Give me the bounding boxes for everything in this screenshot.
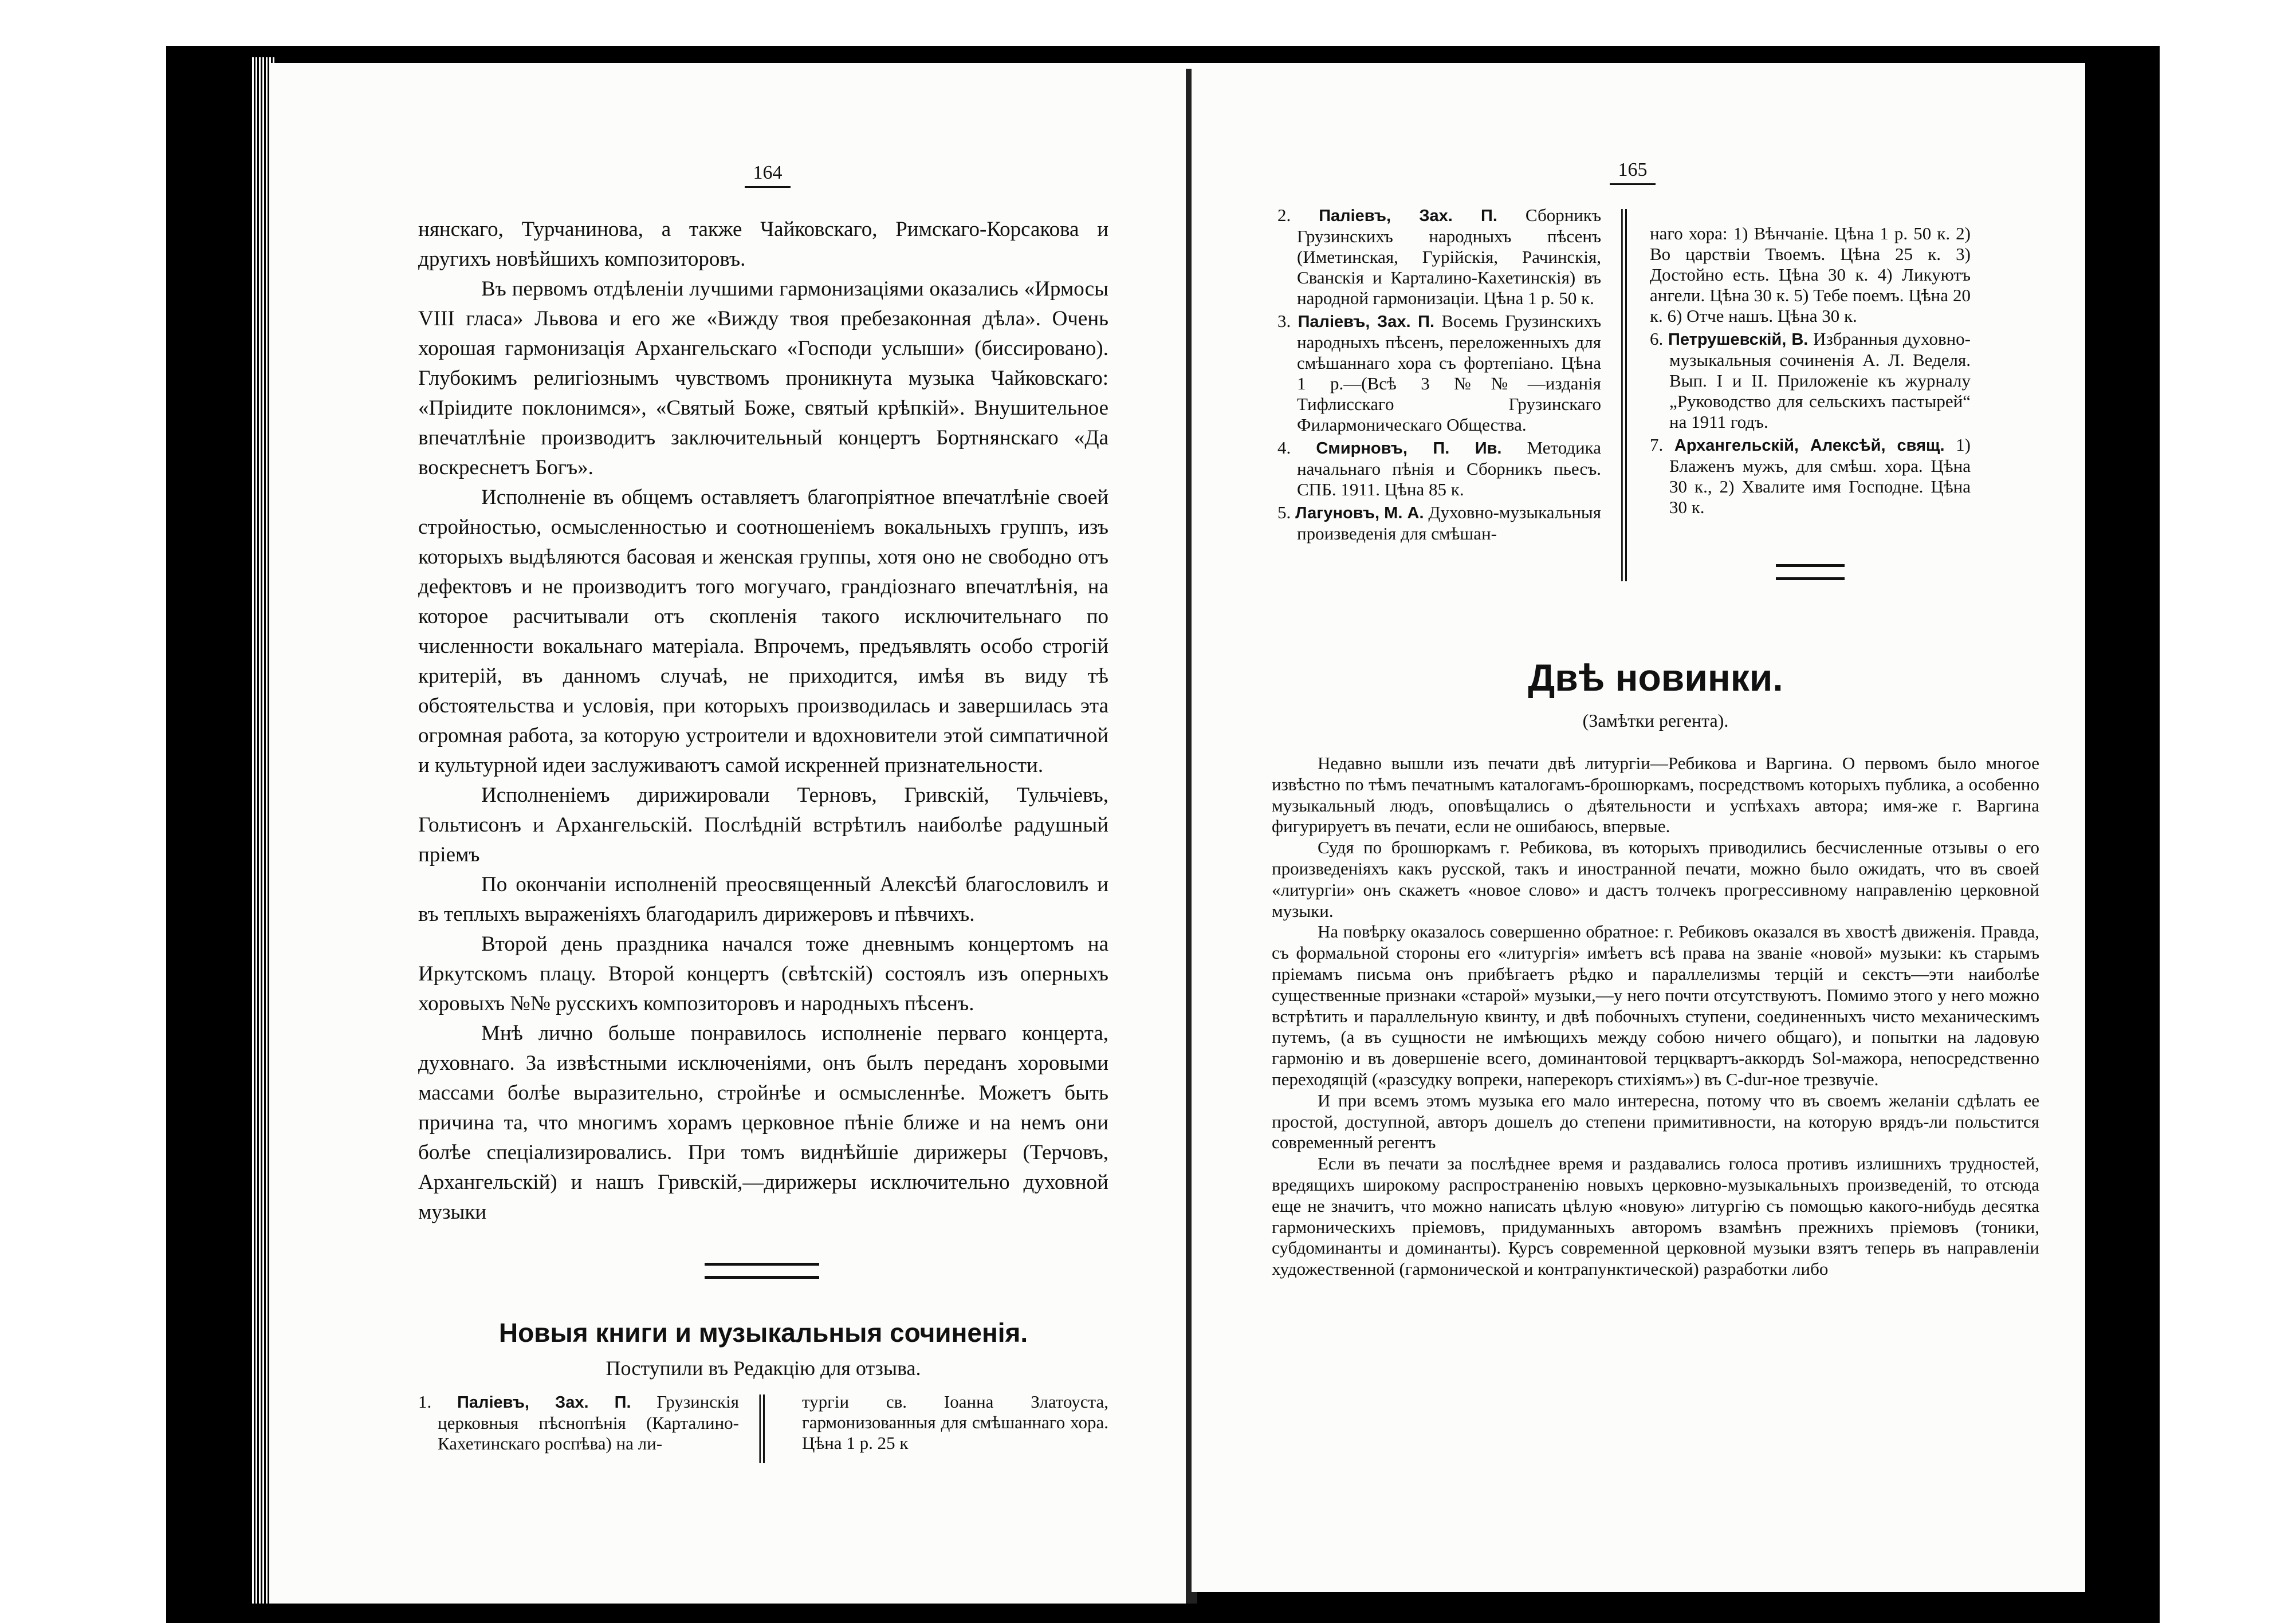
book-list-column-2 (802, 1392, 1108, 1456)
page-number-left: 164 (733, 162, 802, 188)
paragraph: На повѣрку оказалось совершенно обратное: г. Ребиковъ оказался въ хвостѣ движенія. Правда, съ формальной стороны его «литургія» имѣетъ всѣ права на званіе «новой» музыки: къ старымъ пріемамъ письма онъ прибѣгаетъ рѣдко и параллелизмы терцій и секстъ—эти наиболѣе существенные признаки «старой» музыки,—у него почти отсутствуютъ. Помимо этого у него можно встрѣтить и параллельную квинту, и двѣ побочныхъ ступени, соединенныхъ чисто механическимъ путемъ, (а въ сущности не имѣющихъ между собою ничего общаго), и попытки на ладовую гармонію и въ довершеніе всего, доминантовой терцквартъ-аккордъ Sol-мажора, непосредственно переходящій («разсудку вопреки, наперекоръ стихіямъ») въ C-dur-ное трезвучіе. (1272, 921, 2039, 1089)
list-item: 6. Петрушевскій, В. Избранныя духовно-музыкальныя сочиненія А. Л. Веделя. Вып. I и II. Приложеніе къ журналу „Руководство для сельскихъ пастырей“ на 1911 годъ. (1650, 329, 1971, 432)
paragraph: По окончаніи исполненій преосвященный Алексѣй благословилъ и въ теплыхъ выраженіяхъ благодарилъ дирижеровъ и пѣвчихъ. (418, 873, 1108, 926)
article-title: Двѣ новинки. (1528, 656, 1783, 699)
section-subtitle: Поступили въ Редакцію для отзыва. (606, 1357, 921, 1380)
paragraph: Судя по брошюркамъ г. Ребикова, въ которыхъ приводились бесчисленные отзывы о его произведеніяхъ какъ русской, такъ и иностранной печати, можно было ожидать, что въ своей «литургіи» онъ скажетъ «новое слово» и дастъ толчекъ прогрессивному направленію церковной музыки. (1272, 837, 2039, 921)
list-item-continuation: наго хора: 1) Вѣнчаніе. Цѣна 1 р. 50 к. 2) Во царствіи Твоемъ. Цѣна 25 к. 3) Достойно есть. Цѣна 30 к. 4) Ликуютъ ангели. Цѣна 30 к. 5) Тебе поемъ. Цѣна 20 к. 6) Отче нашъ. Цѣна 30 к. (1650, 223, 1971, 326)
list-item-author: Архангельскій, Алексѣй, свящ. (1674, 436, 1945, 455)
paragraph: Исполненіе въ общемъ оставляетъ благопріятное впечатлѣніе своей стройностью, осмысленностью и соотношеніемъ вокальныхъ группъ, изъ которыхъ выдѣляются басовая и женская группы, хотя оно не свободно отъ дефектовъ и не производитъ того могучаго, грандіознаго впечатлѣнія, на которое расчитывали отъ скопленія такого исключительнаго по численности вокальнаго матеріала. Впрочемъ, предъявлять особо строгій критерій, въ данномъ случаѣ, не приходится, имѣя въ виду тѣ обстоятельства и условія, при которыхъ производилась и завершилась эта огромная работа, за которую устроители и вдохновители этой симпатичной и культурной идеи заслуживаютъ самой искренней признательности. (418, 486, 1108, 777)
book-list-column-4 (1650, 223, 1971, 520)
paragraph: Если въ печати за послѣднее время и раздавались голоса противъ излишнихъ трудностей, вредящихъ широкому распространенію новыхъ церковно-музыкальныхъ произведеній, то отсюда еще не значитъ, что можно написать цѣлую «новую» литургію съ помощью какого-нибудь десятка гармоническихъ пріемовъ, придуманныхъ авторомъ взамѣнъ прежнихъ пріемовъ (тоники, субдоминанты и доминанты). Курсъ современной церковной музыки взятъ теперь въ направленіи художественной (гармонической и контрапунктической) разработки либо (1272, 1153, 2039, 1279)
list-item: 5. Лагуновъ, М. А. Духовно-музыкальныя произведенія для смѣшан- (1277, 502, 1602, 543)
book-list-column-1 (418, 1392, 739, 1456)
section-separator (705, 1263, 819, 1279)
left-page-body (418, 215, 1108, 1227)
list-item: 1. Паліевъ, Зах. П. Грузинскія церковныя пѣснопѣнія (Карталино-Кахетинскаго роспѣва) на ли- (418, 1392, 739, 1453)
paragraph: И при всемъ этомъ музыка его мало интересна, потому что въ своемъ желаніи сдѣлать ее простой, доступной, авторъ дошелъ до степени примитивности, на которую врядъ-ли польстится современный регентъ (1272, 1090, 2039, 1153)
paragraph: нянскаго, Турчанинова, а также Чайковскаго, Римскаго-Корсакова и другихъ новѣйшихъ композиторовъ. (418, 218, 1108, 271)
list-item: 4. Смирновъ, П. Ив. Методика начальнаго пѣнія и Сборникъ пьесъ. СПБ. 1911. Цѣна 85 к. (1277, 438, 1602, 499)
section-title: Новыя книги и музыкальныя сочиненія. (498, 1318, 1028, 1348)
list-item-author: Паліевъ, Зах. П. (1298, 313, 1435, 331)
paragraph: Мнѣ лично больше понравилось исполненіе перваго концерта, духовнаго. За извѣстными исключеніями, онъ былъ переданъ хоровыми массами болѣе выразительно, стройнѣе и осмысленнѣе. Можетъ быть причина та, что многимъ хорамъ церковное пѣніе ближе и на немъ они болѣе спеціализировались. При томъ виднѣйшіе дирижеры (Терчовъ, Архангельскій) и нашъ Гривскій,—дирижеры исключительно духовной музыки (418, 1022, 1108, 1224)
list-item: 3. Паліевъ, Зах. П. Восемь Грузинскихъ народныхъ пѣсенъ, переложенныхъ для смѣшаннаго хора съ фортепіано. Цѣна 1 р.—(Всѣ 3 №№—изданія Тифлисскаго Грузинскаго Филармоническаго Общества. (1277, 311, 1602, 435)
list-item-author: Лагуновъ, М. А. (1295, 504, 1424, 522)
page-number-right: 165 (1598, 159, 1667, 185)
list-item-author: Паліевъ, Зах. П. (1319, 207, 1497, 225)
paragraph: Недавно вышли изъ печати двѣ литургіи—Ребикова и Варгина. О первомъ было многое извѣстно по тѣмъ печатнымъ каталогамъ-брошюркамъ, посредствомъ которыхъ публика, а особенно музыкальный людъ, оповѣщались о дѣятельности и успѣхахъ автора; имя-же г. Варгина фигурируетъ въ печати, если не ошибаюсь, впервые. (1272, 753, 2039, 837)
paragraph: Въ первомъ отдѣленіи лучшими гармонизаціями оказались «Ирмосы VIII гласа» Львова и его же «Вижду твоя пребезаконная дѣла». Очень хорошая гармонизація Архангельскаго «Господи услыши» (бисcировано). Глубокимъ религіознымъ чувствомъ проникнута музыка Чайковскаго: «Пріидите поклонимся», «Святый Боже, святый крѣпкій». Внушительное впечатлѣніе производитъ заключительный концертъ Бортнянскаго «Да воскреснетъ Богъ». (418, 277, 1108, 479)
list-item: 2. Паліевъ, Зах. П. Сборникъ Грузинскихъ народныхъ пѣсенъ (Иметинская, Гурійскія, Рачинскія, Сванскія и Карталино-Кахетинскія) въ народной гармонизаціи. Цѣна 1 р. 50 к. (1277, 205, 1601, 308)
list-item: 7. Архангельскій, Алексѣй, свящ. 1) Блаженъ мужъ, для смѣш. хора. Цѣна 30 к., 2) Хвалите имя Господне. Цѣна 30 к. (1650, 435, 1971, 517)
list-item-author: Смирновъ, П. Ив. (1316, 439, 1502, 458)
book-list-column-3 (1277, 205, 1601, 546)
paragraph: Второй день праздника начался тоже дневнымъ концертомъ на Иркутскомъ плацу. Второй концертъ (свѣтскій) состоялъ изъ оперныхъ хоровыхъ №№ русскихъ композиторовъ и народныхъ пѣсенъ. (418, 932, 1108, 1015)
section-separator (1776, 564, 1845, 580)
article-body (1272, 753, 2039, 1280)
list-item-author: Паліевъ, Зах. П. (457, 1393, 631, 1412)
paragraph: Исполненіемъ дирижировали Терновъ, Гривскій, Тульчіевъ, Гольтисонъ и Архангельскій. Послѣдній встрѣтилъ наиболѣе радушный пріемъ (418, 783, 1108, 866)
list-item-author: Петрушевскій, В. (1668, 330, 1809, 349)
column-divider (759, 1394, 765, 1463)
list-item-continuation: тургіи св. Іоанна Златоуста, гармонизованныя для смѣшаннаго хора. Цѣна 1 р. 25 к (802, 1392, 1108, 1453)
article-subtitle: (Замѣтки регента). (1582, 710, 1729, 731)
column-divider (1621, 209, 1627, 581)
